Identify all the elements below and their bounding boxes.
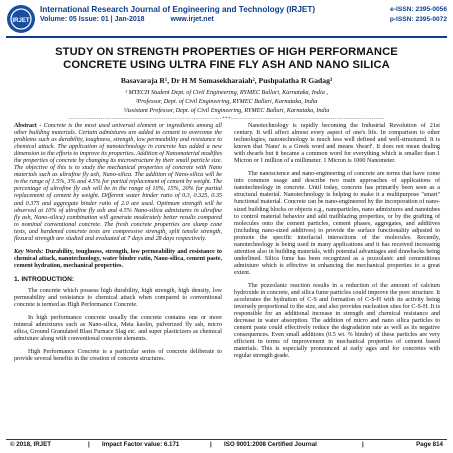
footer-divider	[6, 439, 447, 440]
header-divider	[6, 36, 447, 38]
footer-separator-1: |	[88, 441, 90, 448]
keywords-text: Durability, toughness, strength, low permeability and resistance to chemical attack, nanotechnology, water binder ratio, Nano-silica, cement paste, cement hydration, mechanical properties.	[14, 248, 222, 269]
paper-title-line2: CONCRETE USING ULTRA FINE FLY ASH AND NANO SILICA	[63, 59, 390, 71]
page-footer	[10, 441, 443, 451]
footer-impact-factor: Impact Factor value: 6.171	[102, 441, 180, 448]
right-paragraph-2: The nanoscience and nano-engineering of concrete are terms that have come into common usage and describe two main approaches of applications of nanotechnology in concrete. Until today, concrete has primarily been seen as a structural material. Nanotechnology is helping to make it a multipurpose "smart" functional material. Concrete can be nano-engineered by the incorporation of nano-sized building blocks or objects e.g., nanoparticles, nano admixtures and nanotubes to control material behavior and add trailblazing properties, or by the grafting of molecules onto the cement particles, cement phases, aggregates, and additives (including nano-sized additives) to provide the surface functionality adjusted to promote the specific interfacial interactions of the molecules. Recently, nanotechnology is being used in many applications and it has received increasing attention also in building materials, with potential advantages and drawbacks being underlined. Silica fume has been recognized as a pozzolanic and cementitious admixture which is effective in enhancing the mechanical properties to a great extent.	[234, 171, 440, 276]
website-link[interactable]: www.irjet.net	[170, 16, 214, 23]
right-paragraph-3: The pozzolanic reaction results in a reduction of the amount of calcium hydroxide in concrete, and silica fume particles could improve the pore structure. It accelerates the hydration of C-S and formation of C-S-H with its activity being inversely proportional to the size, and also provides nucleation sites for C-S-H. It is responsible for an additional increase in strength and chemical resistance and decrease in water absorption. The addition of micro and nano silica particles to cement paste could effectively reduce the degradation rate as well as its negative consequences. Even small additions (0.5 wt. % binder) of these particles are very efficient in terms of improvement in mechanical properties of cement based materials. This is especially pronounced at early ages and for concretes with regular strength grade.	[234, 282, 440, 360]
paper-authors: Basavaraja R¹, Dr H M Somasekharaiah², Pushpalatha R Gadag³	[120, 76, 333, 85]
paper-title	[20, 46, 433, 72]
intro-paragraph-2: In high performance concrete usually the concrete contains one or more mineral admixtures such as Nano-silica, Meta kaolin, pulverized fly ash, micro silica, Ground Granulated Blast Furnace Slag etc. and super plasticizers as chemical admixture along with conventional concrete elements.	[14, 315, 222, 343]
left-column	[14, 123, 222, 369]
abstract-text: Concrete is the most used universal element or ingredients among all other building materials. Certain admixtures are added to cement to overcome the problems such as durability, toughness, strength, low permeability and resistance to chemical attack. The application of nanotechnology in concrete has added a new dimension to the efforts to improve its properties. Addition of Nanomaterial modifies the properties of concrete by changing its microstructure by their small particle size. The objective of this is to study the mechanical properties of concrete with Nano materials such as ultrafine fly ash, Nano-silica. The addition of Nano-silica will be in the range of 1.5%, 3% and 4.5% for partial replacement of cement by weight. The percentage of ultrafine fly ash will be in the range of 10%, 15%, 20% for partial replacement of cement by weight. Different water binder ratio of 0.3, 0.325, 0.35 and 0.375 and aggregate binder ratio of 2.0 are used. Optimum strength will be observed at 10% of ultrafine fly ash and 4.5% Nano-silica admixtures in ultrafine fly ash, Nano-silica) combination will generate moderately better results compared to nominal conventional concrete. The fresh concrete properties are slump cone tests, and hardened concrete tests are compressive strength, split tensile strength, flexural strength are studied and evaluated at 7 days and 28 days respectively.	[14, 123, 223, 242]
svg-text:IRJET: IRJET	[12, 18, 30, 24]
issn-block	[390, 5, 447, 25]
e-issn: e-ISSN: 2395-0056	[390, 6, 447, 13]
section-heading-introduction: 1. INTRODUCTION:	[14, 275, 75, 283]
journal-title: International Research Journal of Engineering and Technology (IRJET)	[40, 5, 316, 14]
separator-stars: -----------------------------------------------------------------------***-----------------------------------------------------------------------	[68, 117, 385, 122]
irjet-logo-icon	[6, 4, 36, 34]
affiliation-2: ²Professor, Dept. of Civil Engineering, RYMEC Ballari, Karnataka, India	[135, 98, 318, 105]
footer-separator-2: |	[210, 441, 212, 448]
affiliation-1: ¹ MTECH Student Dept. of Civil Engineering, RYMEC Ballari, Karnataka, India ,	[125, 89, 328, 96]
footer-copyright: © 2018, IRJET	[10, 441, 52, 448]
intro-paragraph-3: High Performance Concrete is a particular series of concrete deliberate to provide several benefits in the creation of concrete structures.	[14, 349, 222, 363]
intro-paragraph-1: The concrete which possess high durability, high strength, high density, low permeability and resistance to chemical attack when compared to conventional concrete is termed as High Performance Concrete.	[14, 287, 222, 309]
footer-iso: ISO 9001:2008 Certified Journal	[224, 441, 317, 448]
journal-meta	[40, 16, 400, 23]
abstract	[14, 123, 222, 243]
abstract-label: Abstract -	[14, 123, 42, 129]
paper-title-line1: STUDY ON STRENGTH PROPERTIES OF HIGH PERFORMANCE	[55, 46, 398, 58]
affiliation-3: ³Assistant Professor, Dept. of Civil Engineering, RYMEC Ballari, Karnataka, India	[123, 107, 330, 114]
keywords-label: Key Words:	[14, 248, 44, 255]
volume-issue: Volume: 05 Issue: 01 | Jan-2018	[40, 16, 145, 23]
footer-page-number: Page 814	[416, 441, 443, 448]
keywords	[14, 249, 222, 270]
right-paragraph-1: Nanotechnology is rapidly becoming the Industrial Revolution of 21st century. It will affect almost every aspect of one's life. In comparison to other technologies, nanotechnology is much less well defined and well-structured. It is known that 'Nano' is a Greek word and means 'dwarf'. It does not mean dealing with dwarfs but it became a common word for everything which is smaller than 1 Micron or 1 million of a millimeter. 1 Micron is 1000 Nanometer.	[234, 123, 440, 165]
p-issn: p-ISSN: 2395-0072	[389, 16, 447, 23]
journal-header	[6, 4, 447, 36]
footer-separator-3: |	[362, 441, 364, 448]
right-column	[234, 123, 440, 367]
